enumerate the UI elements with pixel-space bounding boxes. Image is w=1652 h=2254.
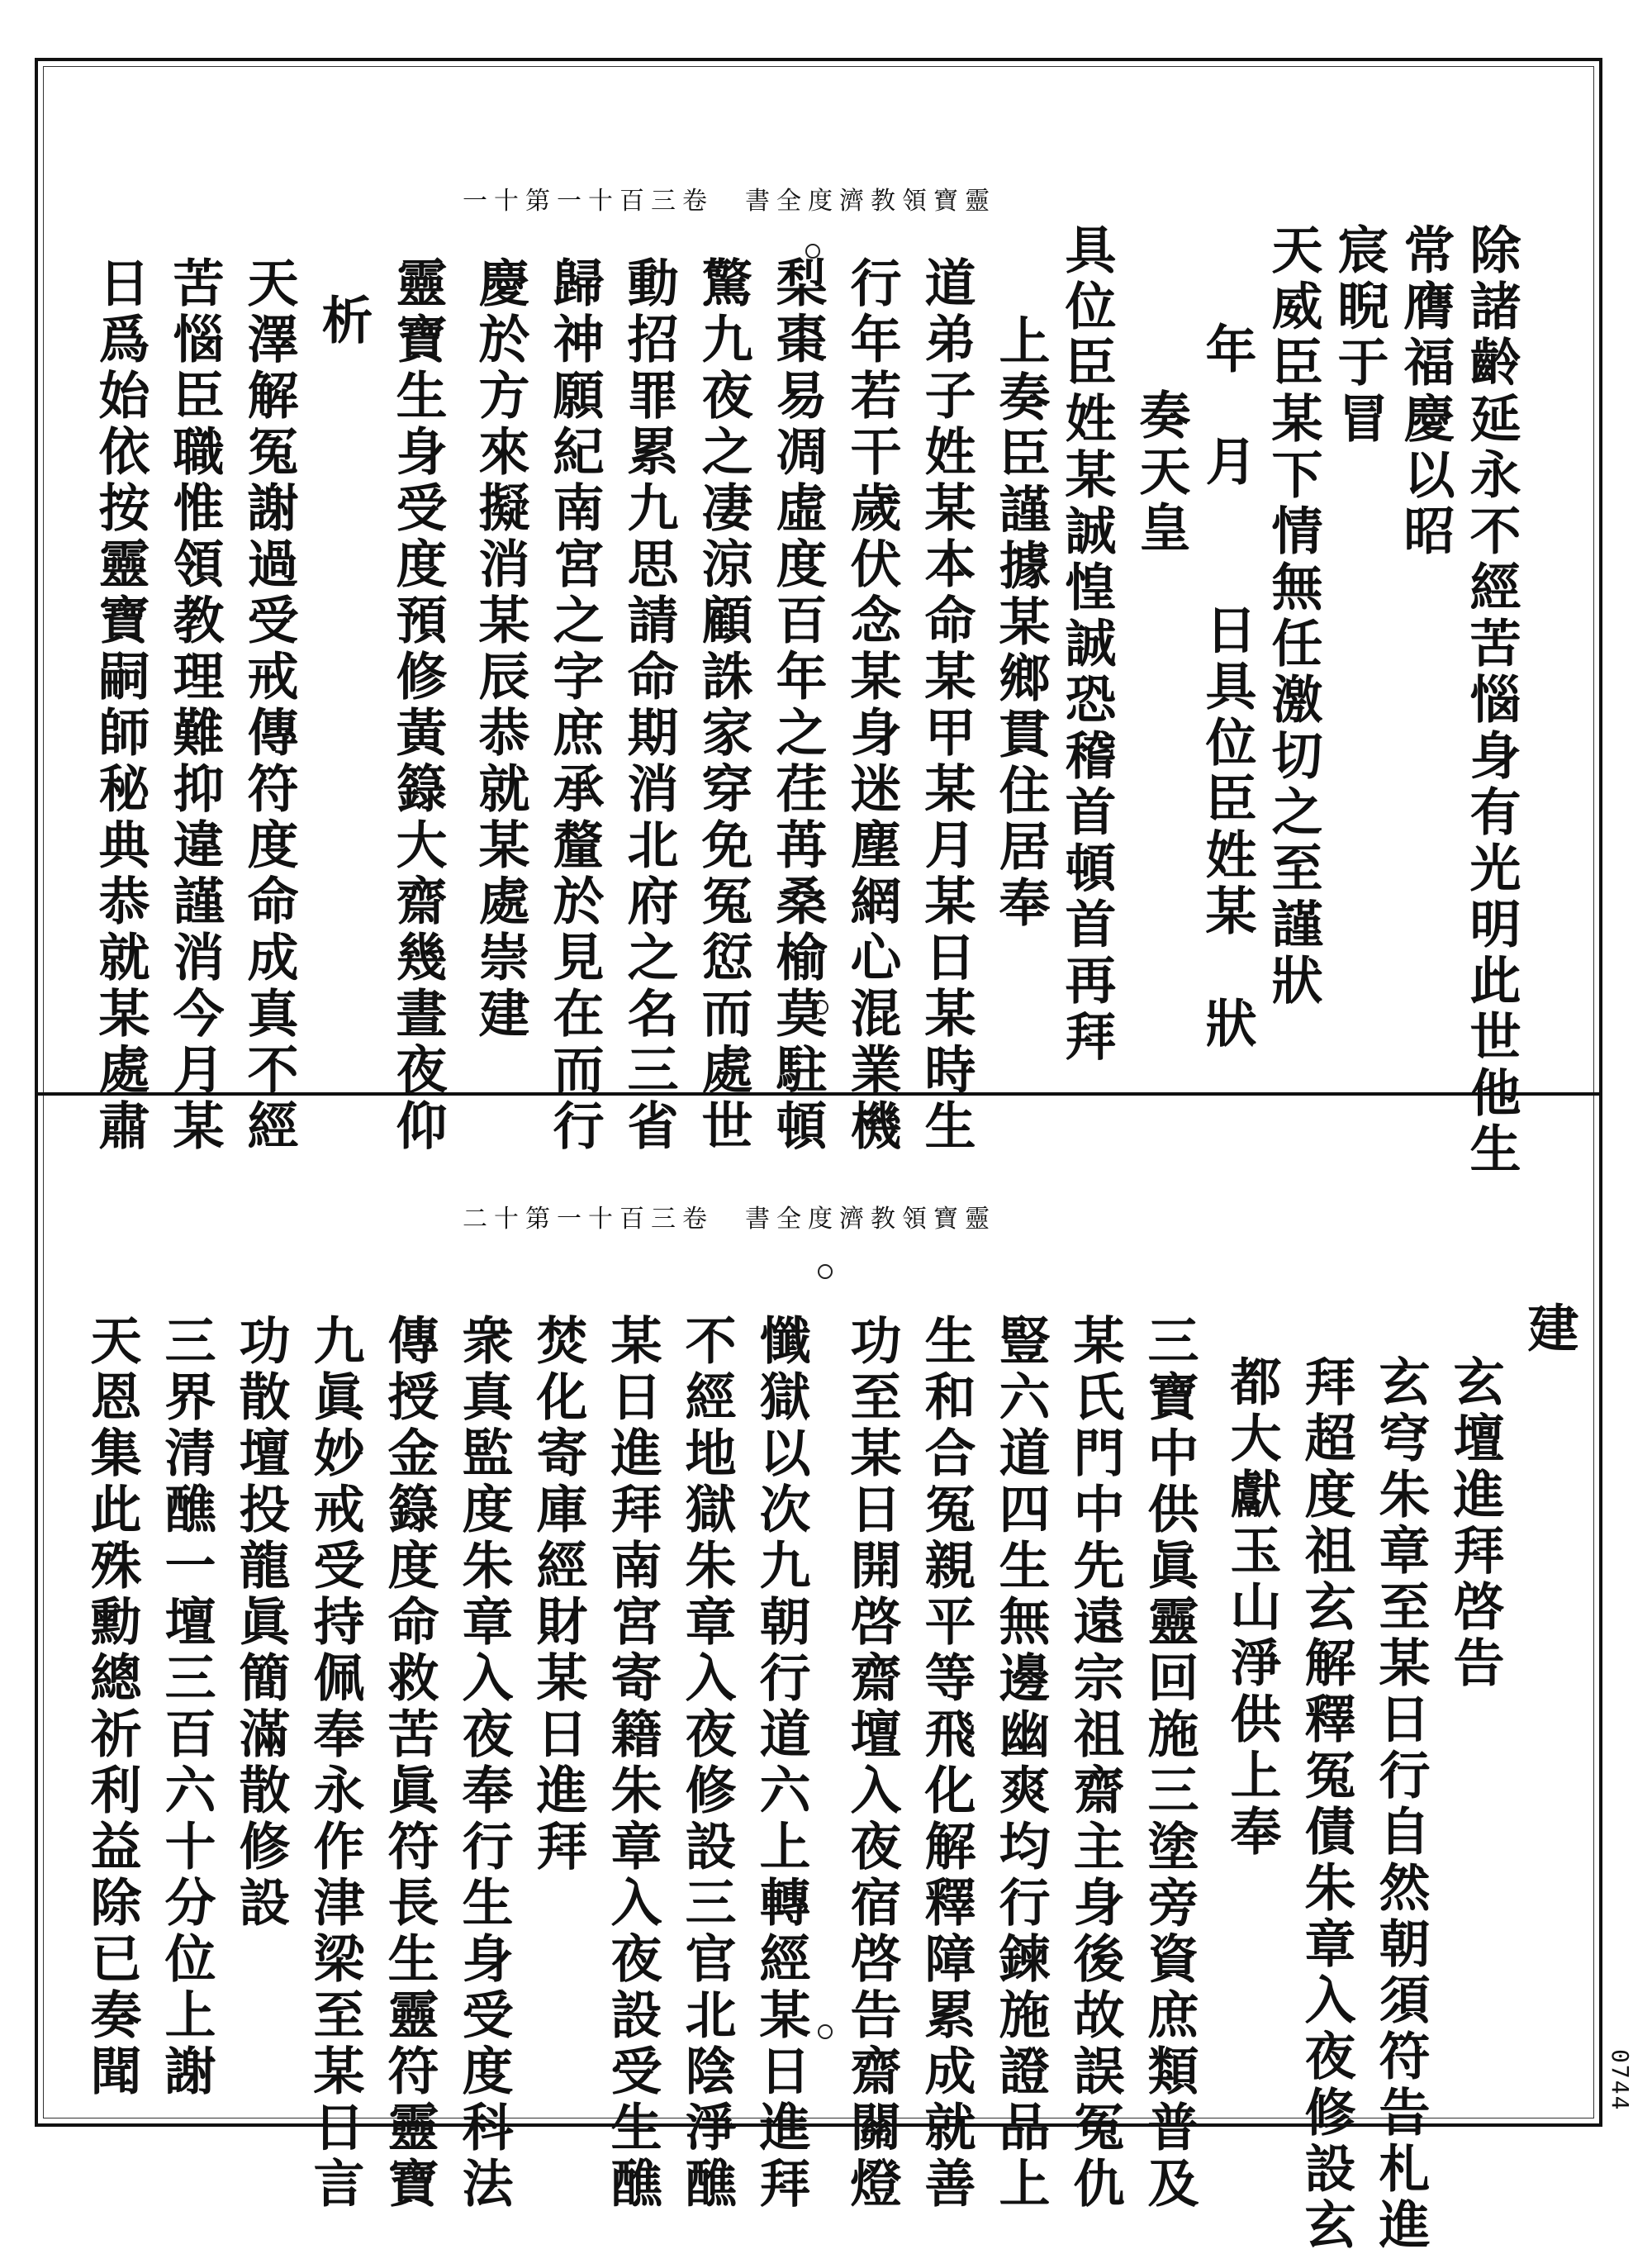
- text-column: 歸神願紀南宮之字庶承釐於見在而行: [544, 256, 605, 1155]
- text-column: 建: [1519, 1301, 1579, 1358]
- text-column: 功散壇投龍眞簡滿散修設: [230, 1314, 291, 1932]
- text-column: 除諸齡延永不經苦惱身有光明此世他生: [1461, 223, 1521, 1178]
- text-column: 具位臣姓某誠惶誠恐稽首頓首再拜: [1056, 223, 1117, 1066]
- text-column: 玄穹朱章至某日行自然朝須符告札進: [1370, 1355, 1431, 2254]
- text-column: 上奏臣謹據某鄉貫住居奉: [990, 314, 1051, 932]
- text-column: 都大獻玉山淨供上奉: [1222, 1355, 1282, 1861]
- page-number: 0744: [1607, 2049, 1634, 2112]
- text-column: 不經地獄朱章入夜修設三官北陰淨醮: [676, 1314, 737, 2213]
- circle-mark: [805, 244, 820, 259]
- circle-mark: [818, 2024, 833, 2039]
- text-column: 析: [313, 293, 373, 350]
- text-column: 豎六道四生無邊幽爽均行鍊施證品上: [990, 1314, 1051, 2213]
- text-column: 傳授金籙度命救苦眞符長生靈符靈寶: [379, 1314, 439, 2213]
- text-column: 焚化寄庫經財某日進拜: [528, 1314, 588, 1876]
- text-column: 行年若干歲伏念某身迷塵網心混業機: [842, 256, 902, 1155]
- text-column: 梨棗易凋虛度百年之荏苒桑榆莫駐頓: [767, 256, 828, 1155]
- text-column: 某日進拜南宮寄籍朱章入夜設受生醮: [602, 1314, 662, 2213]
- text-column: 天恩集此殊勳總祈利益除已奏聞: [82, 1314, 142, 2100]
- text-column: 天威臣某下情無任激切之至謹狀: [1263, 223, 1323, 1010]
- text-column: 動招罪累九思請命期消北府之名三省: [619, 256, 679, 1155]
- text-column: 玄壇進拜啓告: [1445, 1355, 1505, 1692]
- text-column: 奏天皇: [1131, 388, 1191, 557]
- text-column: 慶於方來擬消某辰恭就某處崇建: [470, 256, 530, 1043]
- text-column: 生和合冤親平等飛化解釋障累成就善: [916, 1314, 976, 2213]
- text-column: 某氏門中先遠宗祖齋主身後故誤冤仇: [1065, 1314, 1125, 2213]
- text-column: 日爲始依按靈寶嗣師秘典恭就某處肅: [90, 256, 150, 1155]
- running-header-bottom: 二十第一十百三卷 書全度濟教領寶靈: [463, 1205, 996, 1234]
- text-column: 功至某日開啓齋壇入夜宿啓告齋關燈: [842, 1314, 902, 2213]
- running-header-top: 一十第一十百三卷 書全度濟教領寶靈: [463, 187, 996, 216]
- circle-mark: [814, 1000, 828, 1015]
- circle-mark: [818, 1264, 833, 1279]
- text-column: 苦惱臣職惟領教理難抑違謹消今月某: [164, 256, 225, 1155]
- text-column: 驚九夜之凄涼顧誅家穿免冤愆而處世: [693, 256, 753, 1155]
- text-column: 靈寶生身受度預修黃籙大齋幾晝夜仰: [387, 256, 448, 1155]
- text-column: 三界清醮一壇三百六十分位上謝: [156, 1314, 216, 2100]
- text-column: 年 月 日具位臣姓某 狀: [1197, 322, 1257, 1053]
- text-column: 天澤解冤謝過受戒傳符度命成真不經: [239, 256, 299, 1155]
- text-column: 宸睨于冒: [1329, 223, 1389, 448]
- text-column: 三寶中供眞靈回施三塗旁資庶類普及: [1139, 1314, 1199, 2213]
- text-column: 衆真監度朱章入夜奉行生身受度科法: [453, 1314, 514, 2213]
- text-column: 道弟子姓某本命某甲某月某日某時生: [916, 256, 976, 1155]
- text-column: 拜超度祖玄解釋冤債朱章入夜修設玄: [1296, 1355, 1356, 2254]
- text-column: 九眞妙戒受持佩奉永作津梁至某日言: [305, 1314, 365, 2213]
- text-column: 常膺福慶以昭: [1395, 223, 1455, 560]
- text-column: 懺獄以次九朝行道六上轉經某日進拜: [751, 1314, 811, 2213]
